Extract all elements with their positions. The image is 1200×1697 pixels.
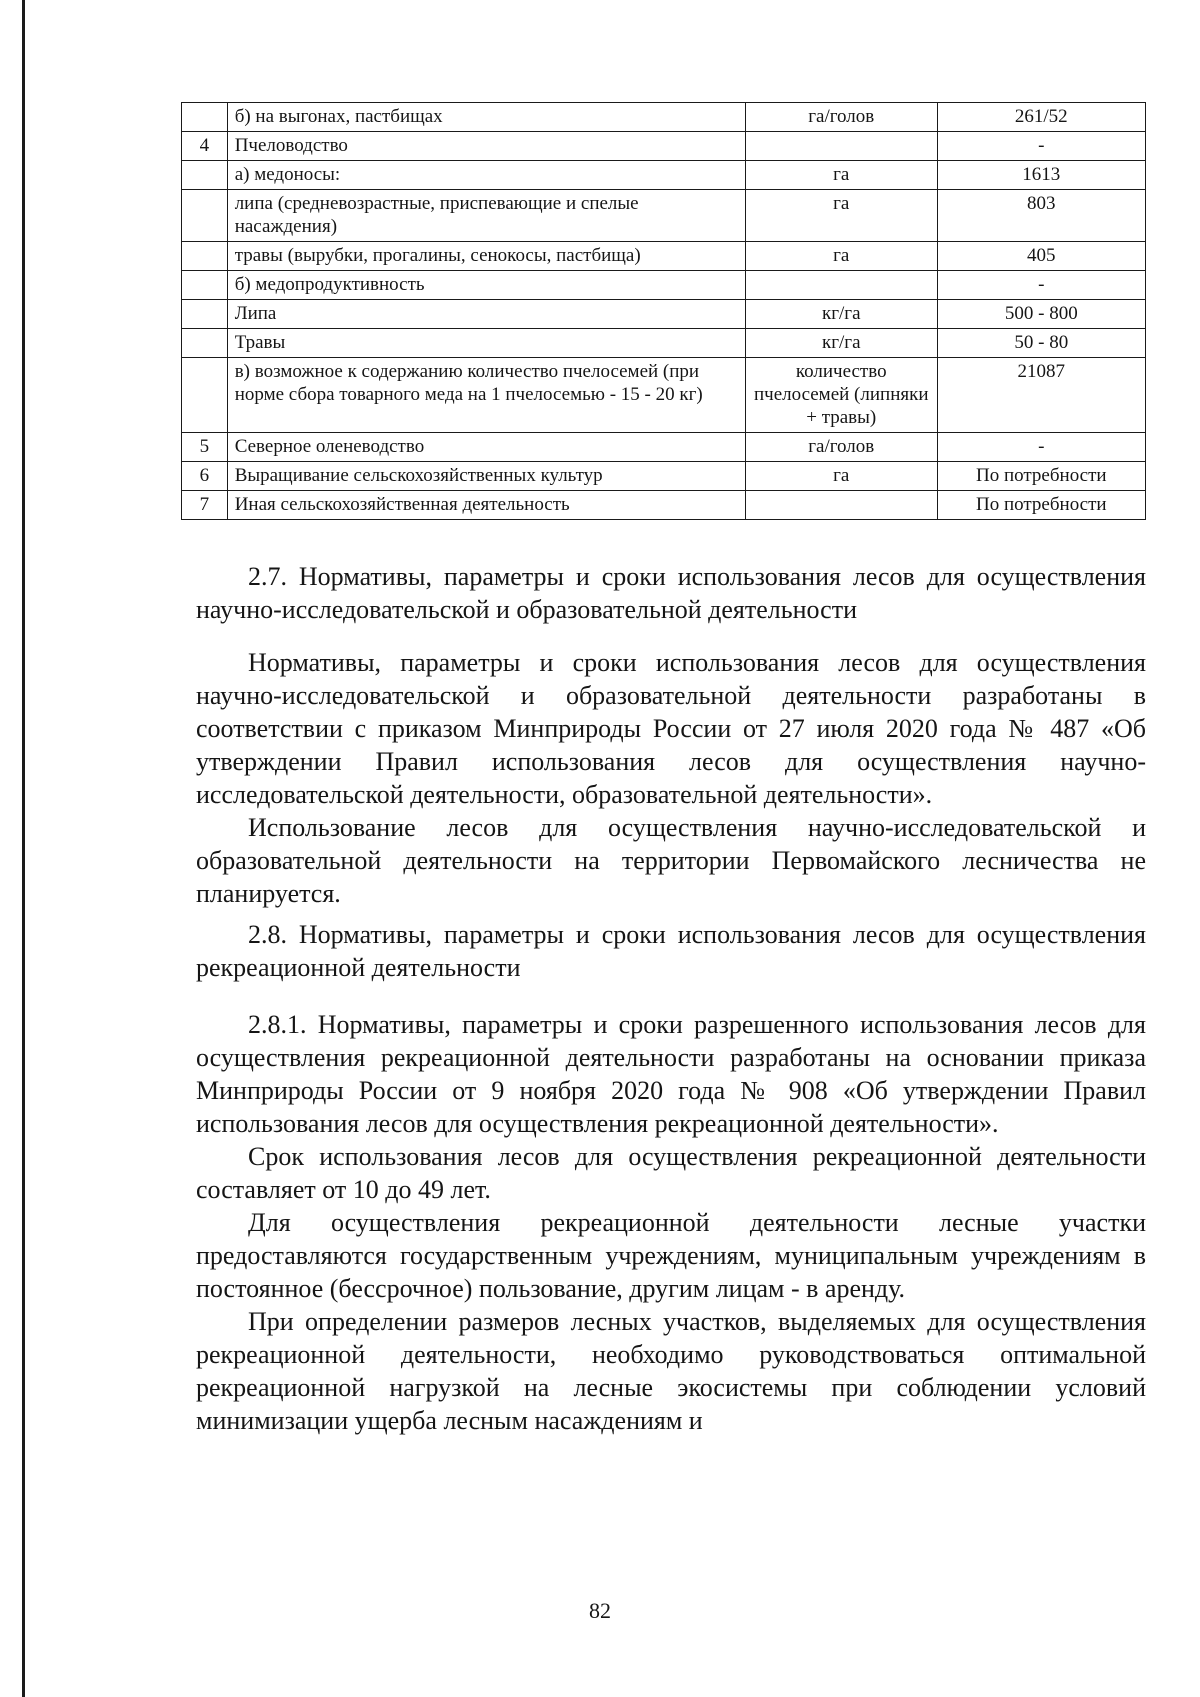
table-row [182, 433, 1146, 462]
section-2-7-paragraph: Нормативы, параметры и сроки использования лесов для осуществления научно-исследовательской и образовательной деятельности разработаны в соответствии с приказом Минприроды России от 27 июля 2020 года № 487 «Об утверждении Правил использования лесов для осуществления научно-исследовательской деятельности, образовательной деятельности». [196, 648, 1146, 809]
table-row [182, 358, 1146, 433]
table-row [182, 300, 1146, 329]
row-unit: га [745, 462, 937, 491]
row-name: а) медоносы: [227, 161, 745, 190]
table-row [182, 103, 1146, 132]
row-number [182, 358, 228, 433]
row-value: 500 - 800 [937, 300, 1145, 329]
row-name: Пчеловодство [227, 132, 745, 161]
row-unit: га [745, 161, 937, 190]
page-number: 82 [589, 1598, 611, 1623]
row-name: Северное оленеводство [227, 433, 745, 462]
row-name: в) возможное к содержанию количество пчелосемей (при норме сбора товарного меда на 1 пчелосемью - 15 - 20 кг) [227, 358, 745, 433]
section-2-8-paragraph: 2.8.1. Нормативы, параметры и сроки разрешенного использования лесов для осуществления рекреационной деятельности разработаны на основании приказа Минприроды России от 9 ноября 2020 года № 908 «Об утверждении Правил использования лесов для осуществления рекреационной деятельности». [196, 1010, 1146, 1138]
row-name: травы (вырубки, прогалины, сенокосы, пастбища) [227, 242, 745, 271]
page-edge-line [22, 0, 25, 1697]
table-row [182, 271, 1146, 300]
row-name: Иная сельскохозяйственная деятельность [227, 491, 745, 520]
row-number [182, 161, 228, 190]
table-row [182, 242, 1146, 271]
row-value: 1613 [937, 161, 1145, 190]
row-name: Выращивание сельскохозяйственных культур [227, 462, 745, 491]
norms-table-body [182, 103, 1146, 520]
row-number: 4 [182, 132, 228, 161]
section-2-7-paragraph: Использование лесов для осуществления научно-исследовательской и образовательной деятельности на территории Первомайского лесничества не планируется. [196, 813, 1146, 908]
row-name: б) медопродуктивность [227, 271, 745, 300]
table-row [182, 329, 1146, 358]
row-unit: га/голов [745, 433, 937, 462]
row-value: По потребности [937, 491, 1145, 520]
norms-table [181, 102, 1146, 520]
row-value: 50 - 80 [937, 329, 1145, 358]
row-number [182, 103, 228, 132]
section-2-8-heading: 2.8. Нормативы, параметры и сроки использования лесов для осуществления рекреационной деятельности [196, 920, 1146, 982]
row-unit: количество пчелосемей (липняки + травы) [745, 358, 937, 433]
row-number [182, 300, 228, 329]
section-2-8 [196, 918, 1146, 984]
table-row [182, 462, 1146, 491]
row-unit [745, 271, 937, 300]
row-number: 5 [182, 433, 228, 462]
row-value: 803 [937, 190, 1145, 242]
row-name: Травы [227, 329, 745, 358]
row-unit: га [745, 242, 937, 271]
row-unit [745, 491, 937, 520]
table-row [182, 132, 1146, 161]
row-name: б) на выгонах, пастбищах [227, 103, 745, 132]
section-2-8-paragraph: Для осуществления рекреационной деятельности лесные участки предоставляются государственным учреждениям, муниципальным учреждениям в постоянное (бессрочное) пользование, другим лицам - в аренду. [196, 1208, 1146, 1303]
section-2-7-heading: 2.7. Нормативы, параметры и сроки использования лесов для осуществления научно-исследовательской и образовательной деятельности [196, 562, 1146, 624]
row-name: липа (средневозрастные, приспевающие и спелые насаждения) [227, 190, 745, 242]
row-name: Липа [227, 300, 745, 329]
section-2-8-body [196, 1008, 1146, 1437]
row-unit: га [745, 190, 937, 242]
row-value: - [937, 132, 1145, 161]
row-number [182, 190, 228, 242]
row-unit [745, 132, 937, 161]
row-unit: га/голов [745, 103, 937, 132]
row-value: По потребности [937, 462, 1145, 491]
row-number: 7 [182, 491, 228, 520]
section-2-8-paragraph: Срок использования лесов для осуществления рекреационной деятельности составляет от 10 до 49 лет. [196, 1142, 1146, 1204]
row-number [182, 271, 228, 300]
section-2-8-paragraph: При определении размеров лесных участков, выделяемых для осуществления рекреационной деятельности, необходимо руководствоваться оптимальной рекреационной нагрузкой на лесные экосистемы при соблюдении условий минимизации ущерба лесным насаждениям и [196, 1307, 1146, 1435]
section-2-7-body [196, 646, 1146, 910]
row-value: 21087 [937, 358, 1145, 433]
section-2-7 [196, 560, 1146, 626]
table-row [182, 161, 1146, 190]
row-value: 261/52 [937, 103, 1145, 132]
row-unit: кг/га [745, 300, 937, 329]
row-unit: кг/га [745, 329, 937, 358]
row-number [182, 329, 228, 358]
table-row [182, 190, 1146, 242]
row-value: - [937, 433, 1145, 462]
row-value: 405 [937, 242, 1145, 271]
row-number: 6 [182, 462, 228, 491]
row-number [182, 242, 228, 271]
table-row [182, 491, 1146, 520]
row-value: - [937, 271, 1145, 300]
